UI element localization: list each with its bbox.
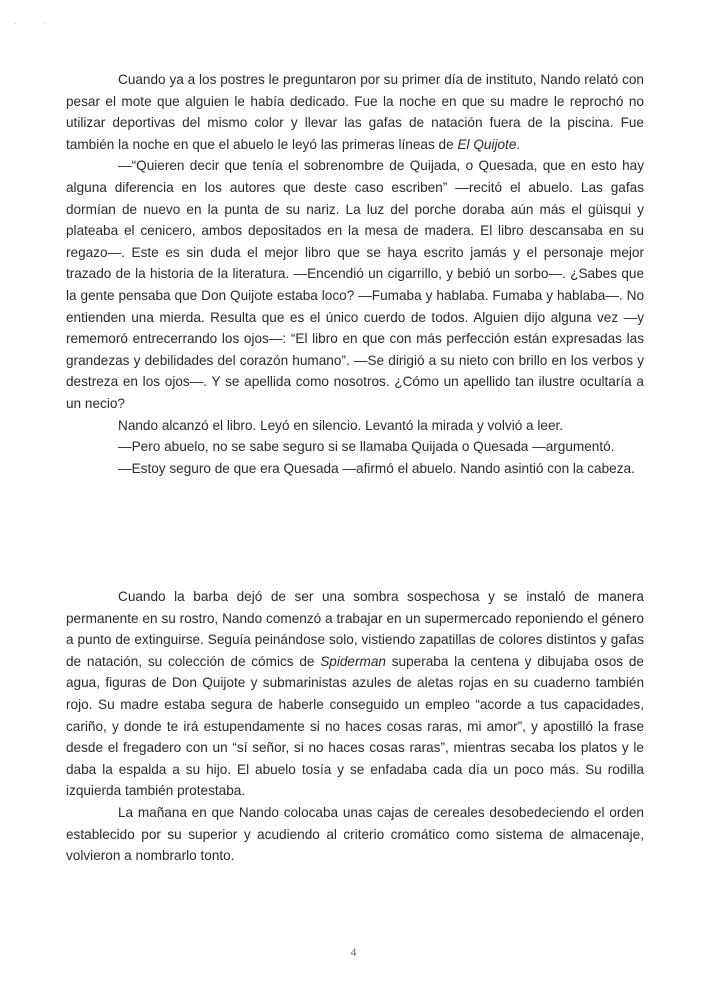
- dialogue-paragraph: —Estoy seguro de que era Quesada —afirmó el abuelo. Nando asintió con la cabeza.: [118, 460, 635, 476]
- paragraph: Cuando ya a los postres le preguntaron por su primer día de instituto, Nando relató con pesar el mote que alguien le había dedicado. Fue la noche en que su madre le reprochó no utilizar deportivas del mismo color y llevar las gafas de natación fuera de la piscina. Fue también la noche en que el abuelo le leyó las primeras líneas de El Quijote.: [66, 72, 644, 152]
- scan-marks: · ·: [14, 18, 59, 28]
- text-section-2: [66, 586, 644, 867]
- page-number: 4: [350, 945, 357, 959]
- comic-title: Spiderman: [320, 653, 386, 669]
- paragraph: Cuando la barba dejó de ser una sombra sospechosa y se instaló de manera permanente en su rostro, Nando comenzó a trabajar en un supermercado reponiendo el género a punto de extinguirse. Seguía peinándose solo, vistiendo zapatillas de colores distintos y gafas de natación, su colección de cómics de Spiderman superaba la centena y dibujaba osos de agua, figuras de Don Quijote y submarinistas azules de aletas rojas en su cuaderno también rojo. Su madre estaba segura de haberle conseguido un empleo “acorde a tus capacidades, cariño, y donde te irá estupendamente si no haces cosas raras, mi amor”, y apostilló la frase desde el fregadero con un “sí señor, si no haces cosas raras”, mientras secaba los platos y le daba la espalda a su hijo. El abuelo tosía y se enfadaba cada día un poco más. Su rodilla izquierda también protestaba.: [66, 589, 644, 799]
- book-title: El Quijote: [457, 136, 517, 152]
- paragraph: Nando alcanzó el libro. Leyó en silencio. Levantó la mirada y volvió a leer.: [118, 417, 564, 433]
- dialogue-paragraph: —Pero abuelo, no se sabe seguro si se llamaba Quijada o Quesada —argumentó.: [118, 439, 615, 455]
- paragraph: La mañana en que Nando colocaba unas cajas de cereales desobedeciendo el orden establecido por su superior y acudiendo al criterio cromático como sistema de almacenaje, volvieron a nombrarlo tonto.: [66, 804, 644, 864]
- dialogue-paragraph: —“Quieren decir que tenía el sobrenombre de Quijada, o Quesada, que en esto hay alguna diferencia en los autores que deste caso escriben” —recitó el abuelo. Las gafas dormían de nuevo en la punta de su nariz. La luz del porche doraba aún más el güisqui y plateaba el cenicero, ambos depositados en la mesa de madera. El libro descansaba en su regazo—. Este es sin duda el mejor libro que se haya escrito jamás y el personaje mejor trazado de la historia de la literatura. —Encendió un cigarrillo, y bebió un sorbo—. ¿Sabes que la gente pensaba que Don Quijote estaba loco? —Fumaba y hablaba. Fumaba y hablaba—. No entienden una mierda. Resulta que es el único cuerdo de todos. Alguien dijo alguna vez —y rememoró entrecerrando los ojos—: “El libro en que con más perfección están expresadas las grandezas y debilidades del corazón humano”. —Se dirigió a su nieto con brillo en los verbos y destreza en los ojos—. Y se apellida como nosotros. ¿Cómo un apellido tan ilustre ocultaría a un necio?: [66, 158, 644, 411]
- text-section-1: [66, 69, 644, 479]
